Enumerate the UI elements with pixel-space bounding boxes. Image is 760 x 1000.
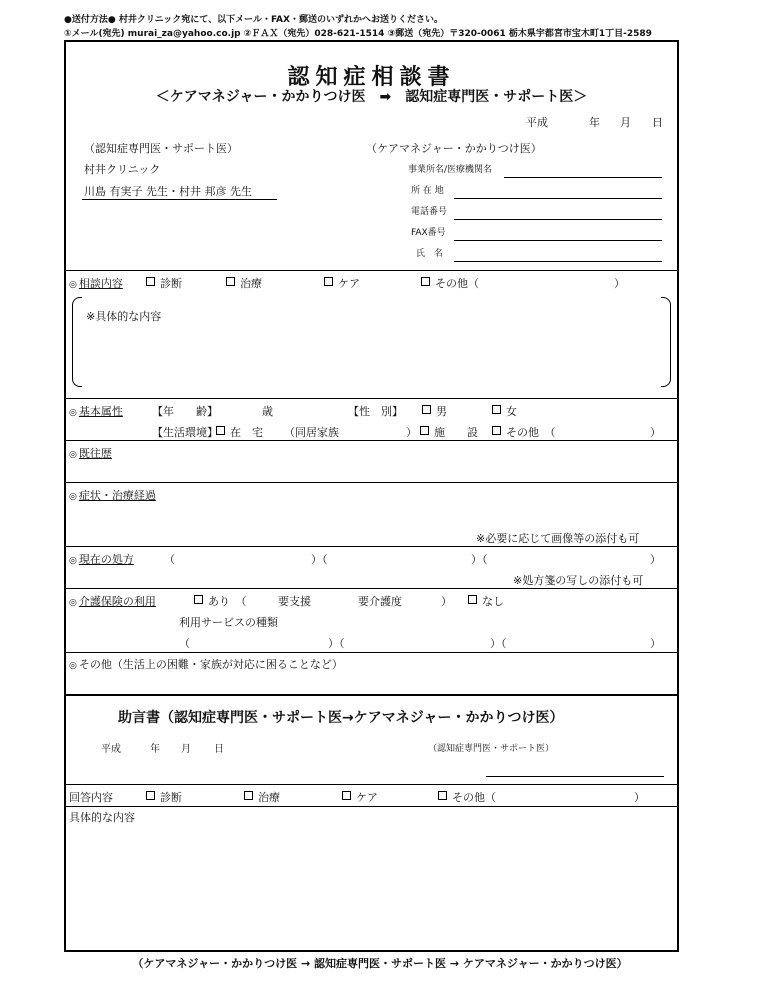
- env-other-close: ）: [650, 426, 661, 439]
- advice-date-month: 月: [181, 744, 191, 755]
- checkbox-icon[interactable]: [342, 791, 351, 800]
- answer-detail-label: 具体的な内容: [69, 811, 135, 824]
- services-paren-2: ）（: [328, 637, 345, 650]
- symptoms-section: ◎ 症状・治療経過: [69, 489, 156, 502]
- consult-diagnosis[interactable]: 診断: [146, 275, 182, 291]
- consultation-form: [64, 40, 679, 952]
- field-office-name-line[interactable]: [504, 177, 662, 178]
- sex-label: 【性 別】: [348, 405, 403, 418]
- advice-signer-heading: （認知症専門医・サポート医）: [428, 744, 555, 754]
- insurance-support: 要支援: [278, 595, 311, 608]
- answer-treatment[interactable]: 治療: [244, 789, 280, 805]
- sex-male[interactable]: 男: [422, 403, 447, 419]
- answer-other-close: ）: [634, 791, 645, 804]
- other-section: ◎ その他（生活上の困難・家族が対応に困ることなど）: [69, 658, 343, 671]
- env-label: 【生活環境】: [152, 426, 218, 439]
- advice-title: 助言書（認知症専門医・サポート医→ケアマネジャー・かかりつけ医）: [118, 710, 564, 726]
- prescription-paren-3: ）（: [471, 553, 488, 566]
- consult-detail-label: ※具体的な内容: [86, 310, 162, 323]
- consult-label: 相談内容: [78, 277, 123, 290]
- divider-history: [66, 440, 677, 441]
- checkbox-icon[interactable]: [216, 426, 225, 435]
- field-fax: FAX番号: [411, 228, 446, 238]
- checkbox-icon[interactable]: [421, 277, 430, 286]
- advice-date-day: 日: [214, 744, 224, 755]
- divider-prescription: [66, 546, 677, 547]
- footer-flow: （ケアマネジャー・かかりつけ医 → 認知症専門医・サポート医 → ケアマネジャー・かかりつけ医）: [132, 957, 628, 970]
- consult-care[interactable]: ケア: [324, 275, 360, 291]
- sex-female[interactable]: 女: [492, 403, 517, 419]
- consult-section: ◎ 相談内容: [69, 277, 123, 290]
- doctor-names: 川島 有実子 先生・村井 邦彦 先生: [84, 185, 252, 198]
- prescription-section: ◎ 現在の処方: [69, 553, 134, 566]
- insurance-no[interactable]: なし: [468, 593, 504, 609]
- date-day: 日: [652, 116, 663, 129]
- services-label: 利用サービスの種類: [179, 616, 278, 629]
- divider-basic: [66, 398, 677, 399]
- field-name-line[interactable]: [454, 261, 662, 262]
- left-bracket: [72, 297, 82, 387]
- checkbox-icon[interactable]: [422, 405, 431, 414]
- insurance-label: 介護保険の利用: [78, 595, 156, 608]
- field-address-line[interactable]: [454, 198, 662, 199]
- consult-other-close: ）: [614, 277, 625, 290]
- field-phone-line[interactable]: [454, 219, 662, 220]
- checkbox-icon[interactable]: [194, 595, 203, 604]
- divider-symptoms: [66, 482, 677, 483]
- env-family-close: ）: [406, 426, 417, 439]
- doctor-names-underline: [82, 199, 277, 200]
- age-label: 【年 齢】: [152, 405, 218, 418]
- prescription-label: 現在の処方: [78, 553, 134, 566]
- date-month: 月: [620, 116, 631, 129]
- answer-diagnosis[interactable]: 診断: [146, 789, 182, 805]
- divider-other: [66, 652, 677, 653]
- prescription-paren-2: ）（: [311, 553, 328, 566]
- insurance-care-level: 要介護度: [358, 595, 402, 608]
- basic-section: ◎ 基本属性: [69, 405, 123, 418]
- prescription-paren-1: （: [164, 553, 175, 566]
- age-unit: 歳: [262, 405, 273, 418]
- symptoms-label: 症状・治療経過: [78, 489, 156, 502]
- divider-answer: [66, 784, 677, 785]
- answer-other[interactable]: その他（: [438, 789, 496, 805]
- checkbox-icon[interactable]: [226, 277, 235, 286]
- env-home[interactable]: 在 宅: [216, 424, 263, 440]
- consult-other[interactable]: その他（: [421, 275, 479, 291]
- services-paren-3: ）（: [490, 637, 507, 650]
- env-family: （同居家族: [284, 426, 339, 439]
- field-office-name: 事業所名/医療機関名: [408, 165, 493, 175]
- advice-date-era: 平成: [101, 744, 121, 755]
- checkbox-icon[interactable]: [420, 426, 429, 435]
- consult-treatment[interactable]: 治療: [226, 275, 262, 291]
- advice-signature-line[interactable]: [486, 776, 664, 777]
- from-party-heading: （ケアマネジャー・かかりつけ医）: [366, 142, 542, 155]
- checkbox-icon[interactable]: [438, 791, 447, 800]
- sending-method-line: ●送付方法● 村井クリニック宛にて、以下メール・FAX・郵送のいずれかへお送りください。: [64, 15, 443, 25]
- history-label: 既往歴: [78, 447, 112, 460]
- checkbox-icon[interactable]: [324, 277, 333, 286]
- clinic-name: 村井クリニック: [84, 163, 161, 176]
- checkbox-icon[interactable]: [468, 595, 477, 604]
- checkbox-icon[interactable]: [244, 791, 253, 800]
- prescription-note: ※処方箋の写しの添付も可: [513, 574, 644, 587]
- date-year: 年: [589, 116, 600, 129]
- answer-label: 回答内容: [69, 791, 113, 804]
- services-paren-4: ）: [650, 637, 661, 650]
- answer-care[interactable]: ケア: [342, 789, 378, 805]
- form-subtitle: ＜ケアマネジャー・かかりつけ医 ➡ 認知症専門医・サポート医＞: [155, 89, 588, 105]
- field-name: 氏 名: [416, 249, 444, 259]
- divider-answer-detail: [66, 806, 677, 807]
- insurance-close: ）: [441, 595, 452, 608]
- field-fax-line[interactable]: [454, 240, 662, 241]
- services-paren-1: （: [179, 637, 190, 650]
- right-bracket: [661, 297, 671, 387]
- other-label: その他（生活上の困難・家族が対応に困ることなど）: [78, 658, 343, 671]
- recipient-addresses-line: ①メール(宛先) murai_za@yahoo.co.jp ②ＦＡＸ（宛先）028-621-1514 ③郵送（宛先）〒320-0061 栃木県宇都宮市宝木町1丁目-2589: [64, 29, 652, 39]
- history-section: ◎ 既往歴: [69, 447, 112, 460]
- checkbox-icon[interactable]: [492, 426, 501, 435]
- env-facility[interactable]: 施 設: [420, 424, 478, 440]
- divider-advice: [66, 694, 677, 696]
- divider-consult: [66, 270, 677, 271]
- date-era: 平成: [526, 116, 548, 129]
- symptoms-note: ※必要に応じて画像等の添付も可: [476, 532, 640, 545]
- divider-insurance: [66, 588, 677, 589]
- field-phone: 電話番号: [411, 207, 448, 217]
- insurance-section: ◎ 介護保険の利用: [69, 595, 156, 608]
- field-address: 所 在 地: [411, 186, 444, 196]
- checkbox-icon[interactable]: [146, 791, 155, 800]
- checkbox-icon[interactable]: [146, 277, 155, 286]
- basic-label: 基本属性: [78, 405, 123, 418]
- advice-date-year: 年: [150, 744, 160, 755]
- insurance-yes[interactable]: あり （: [194, 593, 247, 609]
- prescription-paren-4: ）: [650, 553, 661, 566]
- form-title: 認知症相談書: [287, 65, 456, 90]
- env-other[interactable]: その他 （: [492, 424, 556, 440]
- to-party-heading: （認知症専門医・サポート医）: [84, 142, 238, 155]
- checkbox-icon[interactable]: [492, 405, 501, 414]
